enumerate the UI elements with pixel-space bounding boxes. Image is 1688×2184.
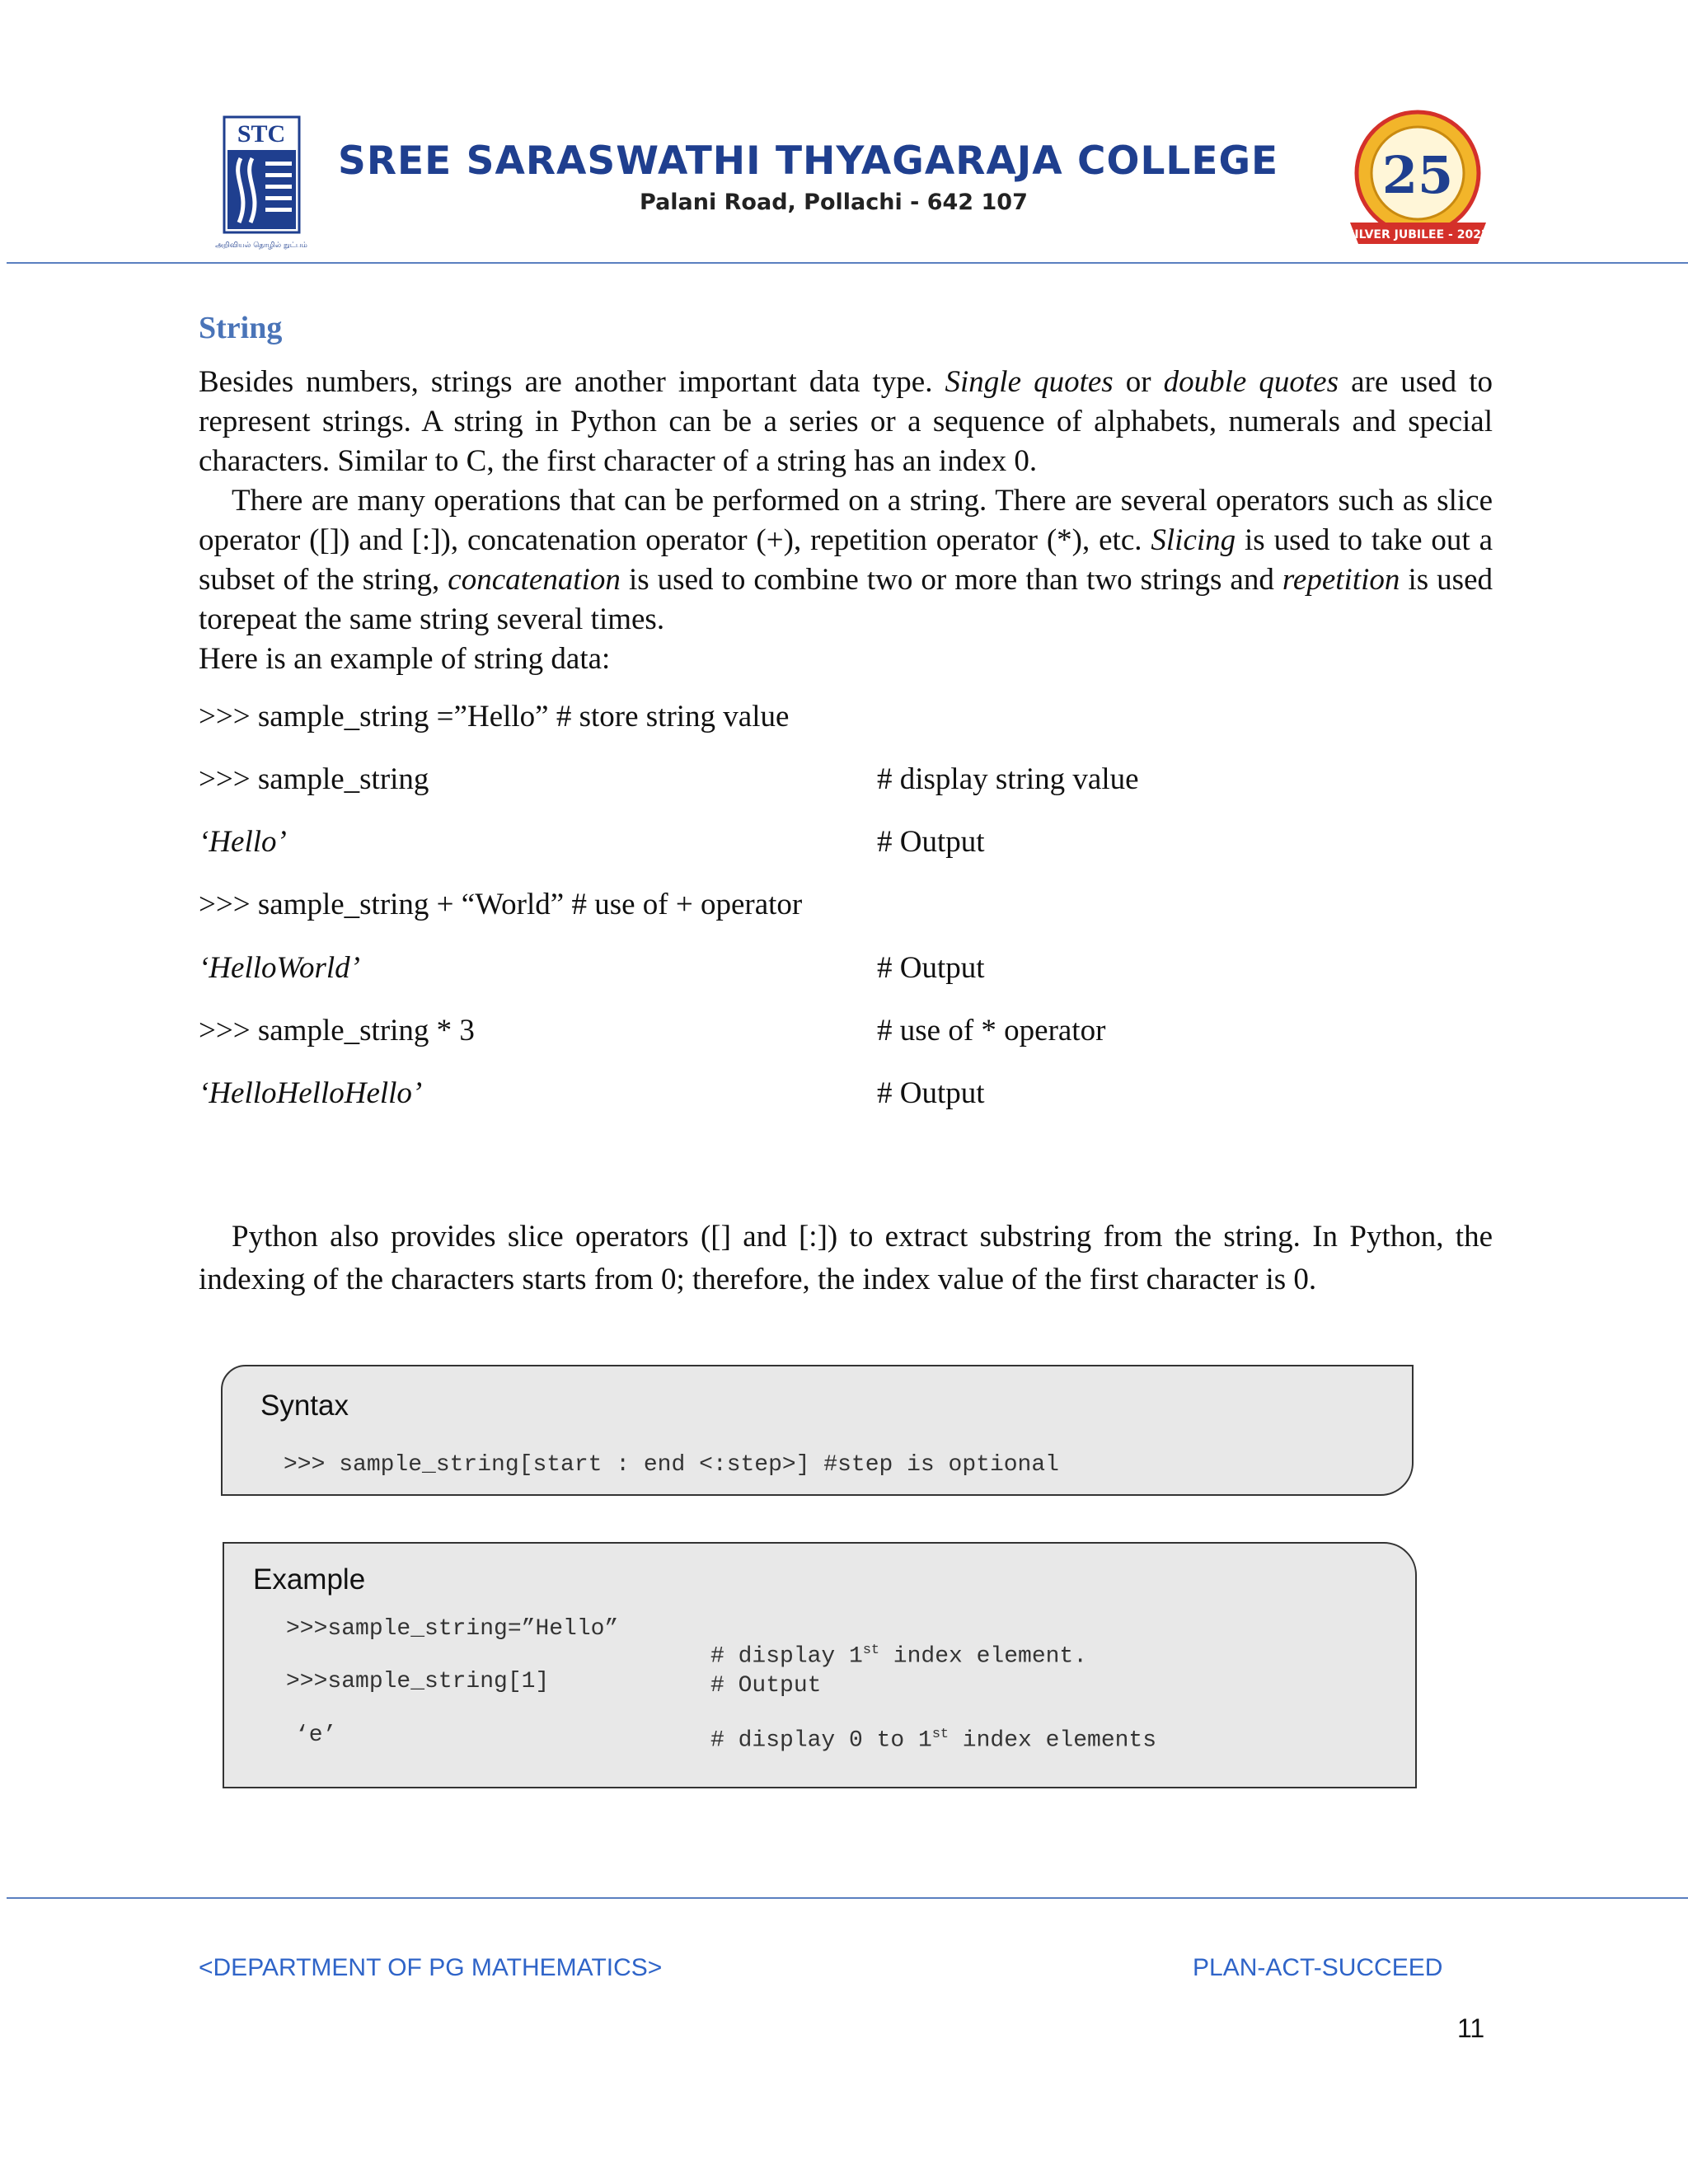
silver-jubilee-emblem <box>1342 107 1494 255</box>
example-box <box>223 1542 1417 1788</box>
example-output: ‘HelloWorld’ # Output <box>199 951 985 985</box>
college-logo <box>215 115 307 260</box>
operations-paragraph: There are many operations that can be performed on a string. There are several operators such as slice operator ([]) and [:]), concatenation operator (+), repetition operator (*), etc. Slicing is used to take out a subset of the string, concatenation is used to combine two or more than two strings and repetition is used torepeat the same string several times. <box>199 484 1493 636</box>
svg-text:SILVER JUBILEE - 2022: SILVER JUBILEE - 2022 <box>1346 228 1489 241</box>
example-line: >>> sample_string # display string value <box>199 762 1139 796</box>
svg-text:அறிவியல் தொழில் நுட்பம்: அறிவியல் தொழில் நுட்பம் <box>215 241 307 250</box>
example-line: >>> sample_string =”Hello” # store string value <box>199 700 790 733</box>
page-number: 11 <box>1457 2013 1485 2043</box>
syntax-title: Syntax <box>260 1390 349 1422</box>
example-comment: # display 1st index element. <box>710 1643 1088 1670</box>
example-comment: # Output <box>710 1673 822 1699</box>
example-code-line: >>>sample_string[1] <box>286 1669 550 1694</box>
svg-text:25: 25 <box>1381 145 1454 205</box>
example-code-line: ‘e’ <box>295 1722 337 1748</box>
footer-department: <DEPARTMENT OF PG MATHEMATICS> <box>199 1954 663 1981</box>
example-output: ‘HelloHelloHello’ # Output <box>199 1076 985 1110</box>
example-title: Example <box>253 1563 366 1596</box>
syntax-box <box>221 1365 1414 1496</box>
intro-paragraph: Besides numbers, strings are another important data type. Single quotes or double quotes are used to represent strings. A string in Python can be a series or a sequence of alphabets, numerals and special characters. Similar to C, the first character of a string has an index 0. <box>199 365 1493 478</box>
footer-motto: PLAN-ACT-SUCCEED <box>1193 1954 1443 1981</box>
college-name: SREE SARASWATHI THYAGARAJA COLLEGE <box>338 138 1279 184</box>
syntax-code: >>> sample_string[start : end <:step>] #step is optional <box>284 1452 1059 1478</box>
example-output: ‘Hello’ # Output <box>199 825 985 859</box>
svg-text:STC: STC <box>237 120 286 148</box>
header-rule <box>7 262 1688 264</box>
section-title: String <box>199 311 283 345</box>
example-comment: # display 0 to 1st index elements <box>710 1727 1157 1754</box>
example-line: >>> sample_string + “World” # use of + operator <box>199 888 803 921</box>
footer-rule <box>7 1897 1688 1899</box>
college-address: Palani Road, Pollachi - 642 107 <box>640 190 1028 215</box>
example-line: >>> sample_string * 3 # use of * operator <box>199 1014 1106 1047</box>
example-code-line: >>>sample_string=”Hello” <box>286 1616 619 1642</box>
slice-paragraph: Python also provides slice operators ([] and [:]) to extract substring from the string. In Python, the indexing of the characters starts from 0; therefore, the index value of the first character is 0. <box>199 1220 1493 1296</box>
example-intro: Here is an example of string data: <box>199 642 611 676</box>
